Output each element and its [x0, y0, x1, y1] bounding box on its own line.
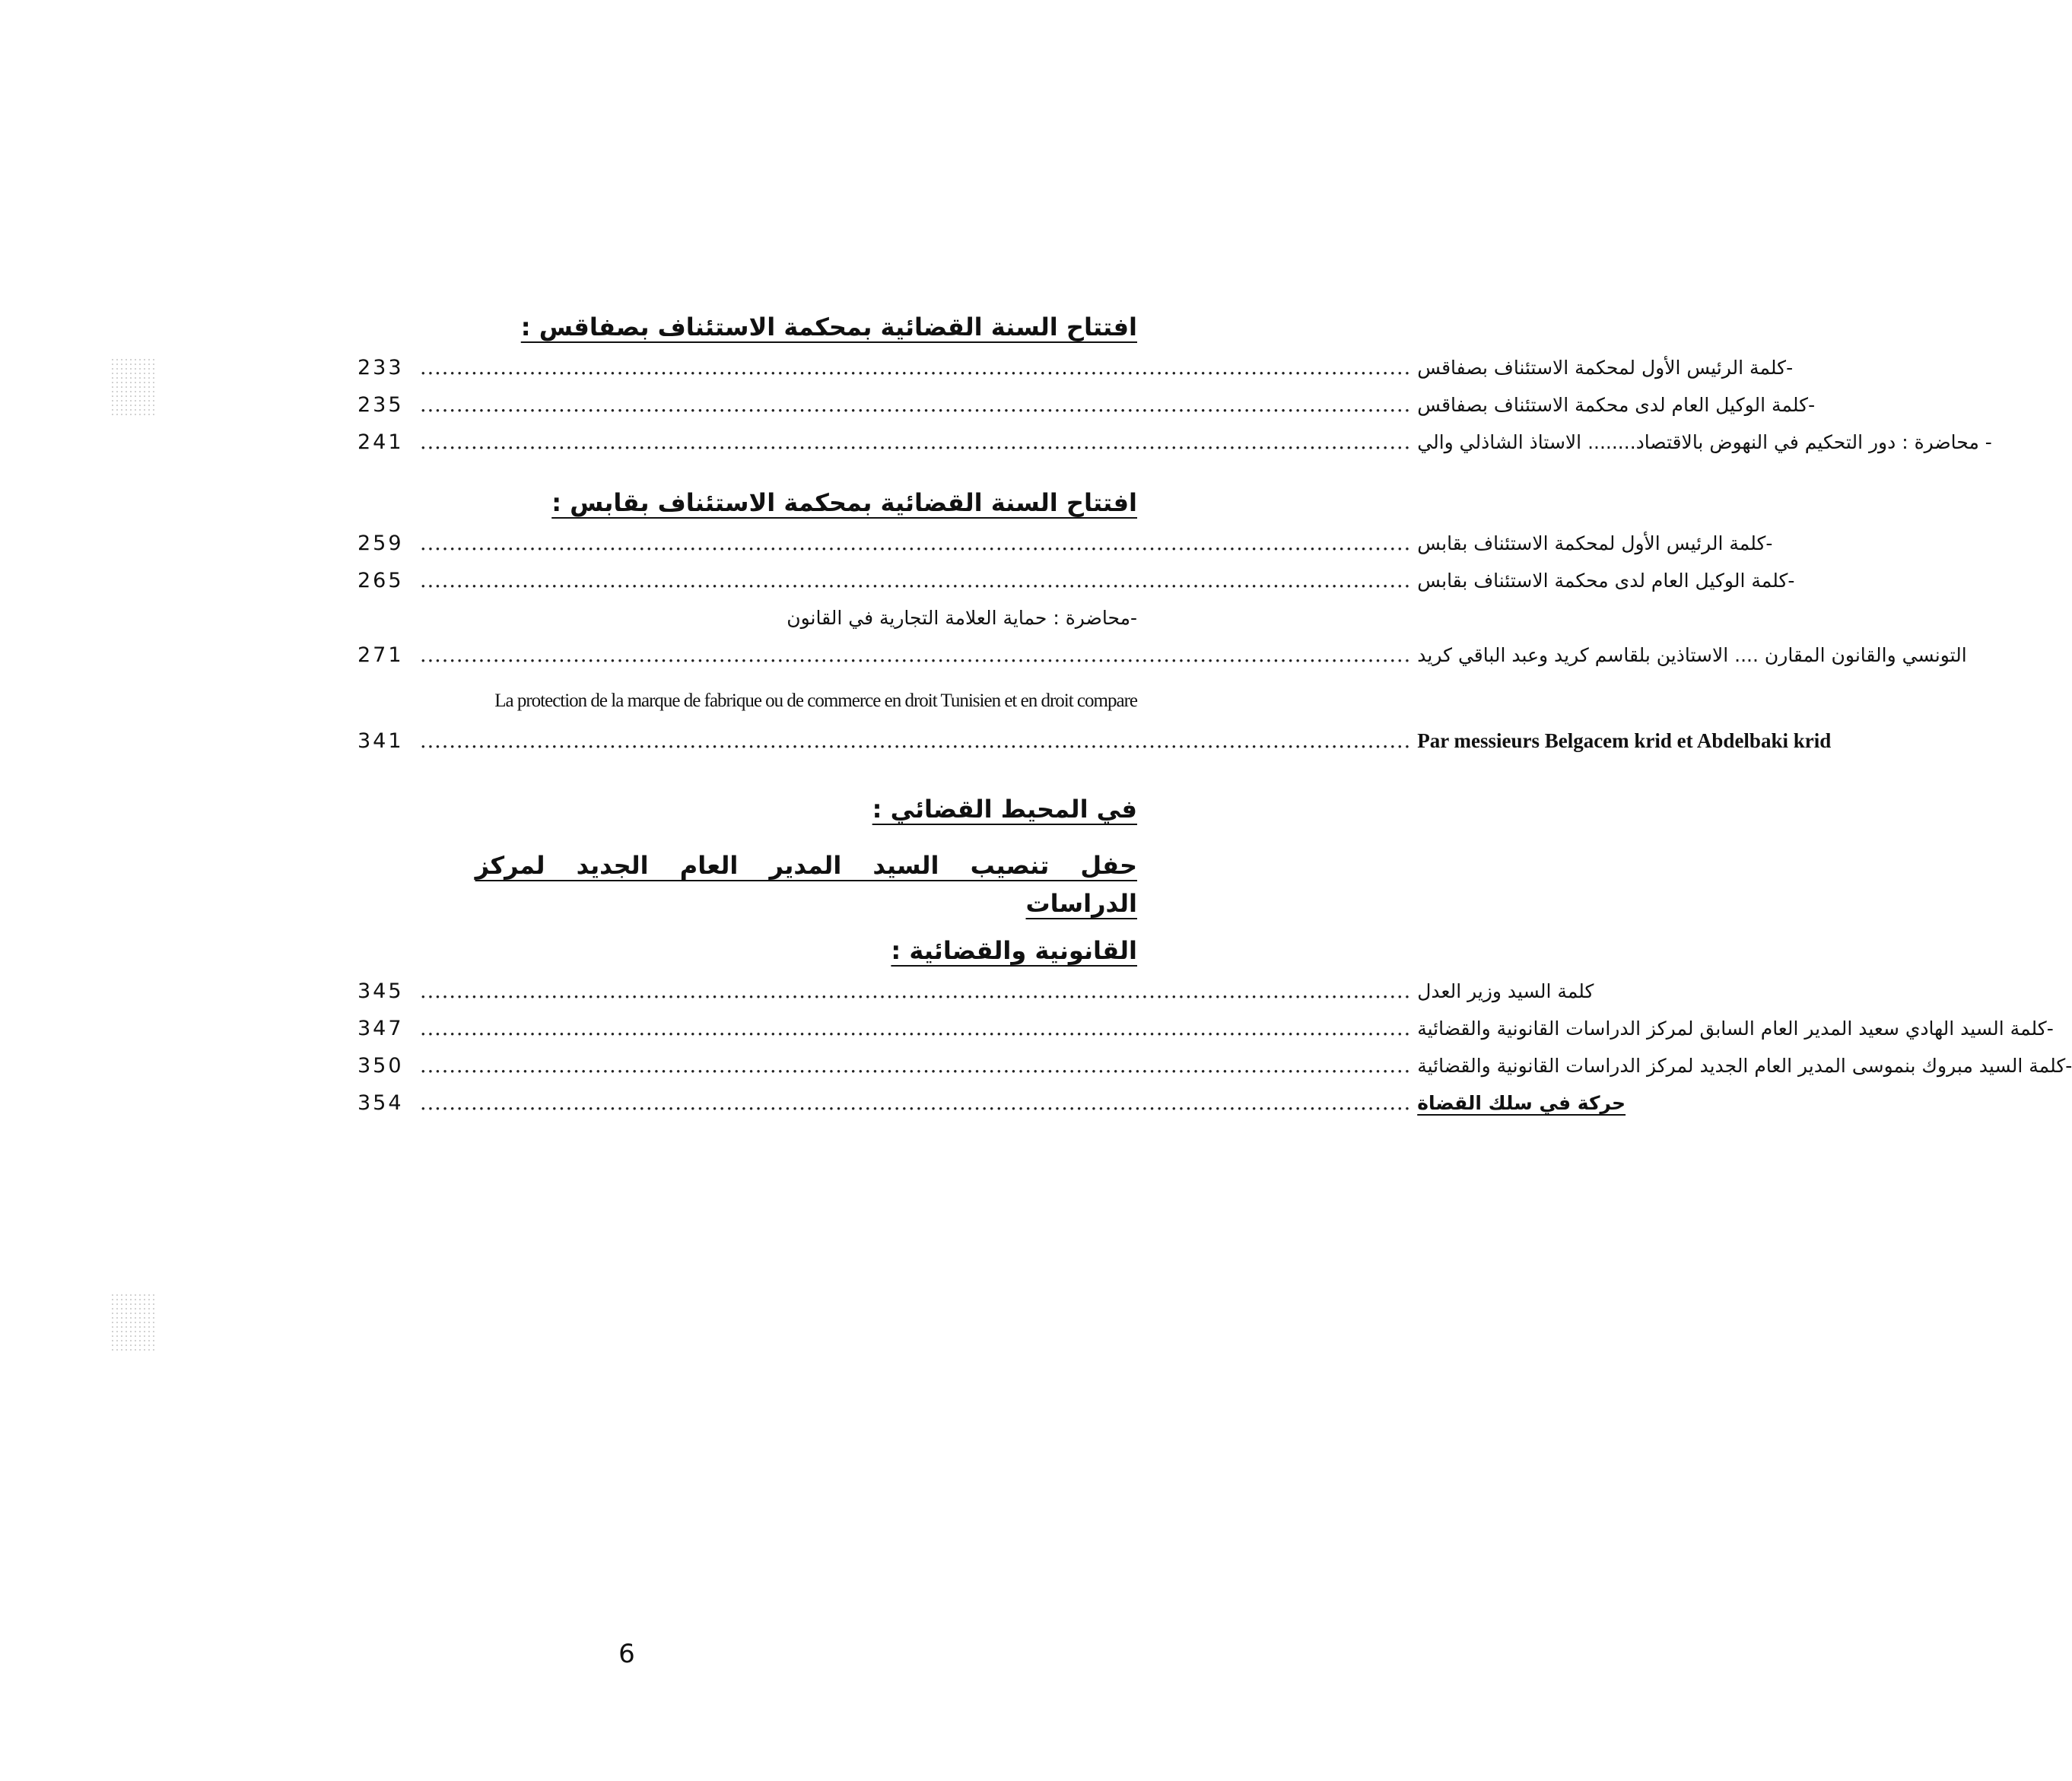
- section-subheading-text: حفل تنصيب السيد المدير العام الجديد لمركز الدراسات: [475, 851, 1137, 918]
- entry-page-number: 341: [358, 729, 404, 753]
- toc-entry: [358, 562, 1795, 599]
- entry-title: التونسي والقانون المقارن .... الاستاذين بلقاسم كريد وعبد الباقي كريد: [1417, 644, 1967, 666]
- section-heading-judicial: [358, 790, 1137, 828]
- entry-page-number: 345: [358, 979, 404, 1003]
- section-heading-gabes: [358, 484, 1137, 522]
- dot-leader: ........................................................................................................................................: [420, 1091, 1412, 1115]
- dot-leader: ........................................................................................................................................: [420, 643, 1412, 667]
- toc-entry: [358, 525, 1773, 562]
- page-number: 6: [618, 1639, 635, 1669]
- dot-leader: ........................................................................................................................................: [420, 569, 1412, 592]
- toc-entry: [358, 386, 1816, 424]
- dot-leader: ........................................................................................................................................: [420, 430, 1412, 454]
- lecture-title-line: -محاضرة : حماية العلامة التجارية في القانون: [787, 607, 1137, 629]
- section-subheading-text: القانونية والقضائية :: [891, 936, 1137, 965]
- entry-page-number: 347: [358, 1017, 404, 1040]
- entry-title: - محاضرة : دور التحكيم في النهوض بالاقتصاد........ الاستاذ الشاذلي والي: [1417, 431, 1992, 453]
- scan-speckle-top: [110, 357, 156, 418]
- toc-entry: [358, 424, 1992, 461]
- entry-page-number: 350: [358, 1054, 404, 1078]
- entry-title: كلمة السيد وزير العدل: [1417, 980, 1594, 1002]
- dot-leader: ........................................................................................................................................: [420, 729, 1412, 753]
- entry-title: حركة في سلك القضاة: [1417, 1092, 1626, 1114]
- entry-title: -كلمة السيد الهادي سعيد المدير العام السابق لمركز الدراسات القانونية والقضائية: [1417, 1017, 2054, 1040]
- toc-entry: [358, 349, 1794, 386]
- dot-leader: ........................................................................................................................................: [420, 1054, 1412, 1078]
- toc-entry: [358, 1047, 2072, 1084]
- toc-entry: [358, 973, 1594, 1010]
- section-heading-text: افتتاح السنة القضائية بمحكمة الاستئناف بصفاقس :: [520, 313, 1137, 341]
- table-of-contents: [358, 308, 2072, 1122]
- entry-page-number: 233: [358, 356, 404, 379]
- entry-page-number: 265: [358, 569, 404, 592]
- entry-title: Par messieurs Belgacem krid et Abdelbaki krid: [1417, 729, 1832, 752]
- section-heading-sfax: [358, 308, 1137, 346]
- entry-title: -كلمة السيد مبروك بنموسى المدير العام الجديد لمركز الدراسات القانونية والقضائية: [1417, 1055, 2072, 1077]
- toc-entry: [358, 722, 1832, 760]
- entry-page-number: 259: [358, 532, 404, 555]
- dot-leader: ........................................................................................................................................: [420, 1017, 1412, 1040]
- dot-leader: ........................................................................................................................................: [420, 393, 1412, 417]
- scan-speckle-bottom: [110, 1293, 156, 1354]
- toc-entry: [358, 637, 1967, 674]
- dot-leader: ........................................................................................................................................: [420, 979, 1412, 1003]
- french-title-line: La protection de la marque de fabrique ou de commerce en droit Tunisien et en droit compare: [494, 690, 1137, 711]
- entry-title: -كلمة الرئيس الأول لمحكمة الاستئناف بقابس: [1417, 532, 1773, 554]
- entry-title: -كلمة الرئيس الأول لمحكمة الاستئناف بصفاقس: [1417, 357, 1794, 379]
- section-heading-text: افتتاح السنة القضائية بمحكمة الاستئناف بقابس :: [551, 488, 1137, 517]
- dot-leader: ........................................................................................................................................: [420, 356, 1412, 379]
- section-heading-text: في المحيط القضائي :: [872, 795, 1137, 824]
- section-subheading: [358, 932, 1137, 970]
- entry-page-number: 354: [358, 1091, 404, 1115]
- toc-entry: [358, 1010, 2054, 1047]
- entry-title: -كلمة الوكيل العام لدى محكمة الاستئناف بقابس: [1417, 570, 1795, 592]
- section-subheading: [358, 846, 1137, 922]
- entry-title: -كلمة الوكيل العام لدى محكمة الاستئناف بصفاقس: [1417, 394, 1816, 416]
- entry-page-number: 241: [358, 430, 404, 454]
- dot-leader: ........................................................................................................................................: [420, 532, 1412, 555]
- entry-page-number: 271: [358, 643, 404, 667]
- toc-entry: [358, 1084, 1626, 1122]
- entry-page-number: 235: [358, 393, 404, 417]
